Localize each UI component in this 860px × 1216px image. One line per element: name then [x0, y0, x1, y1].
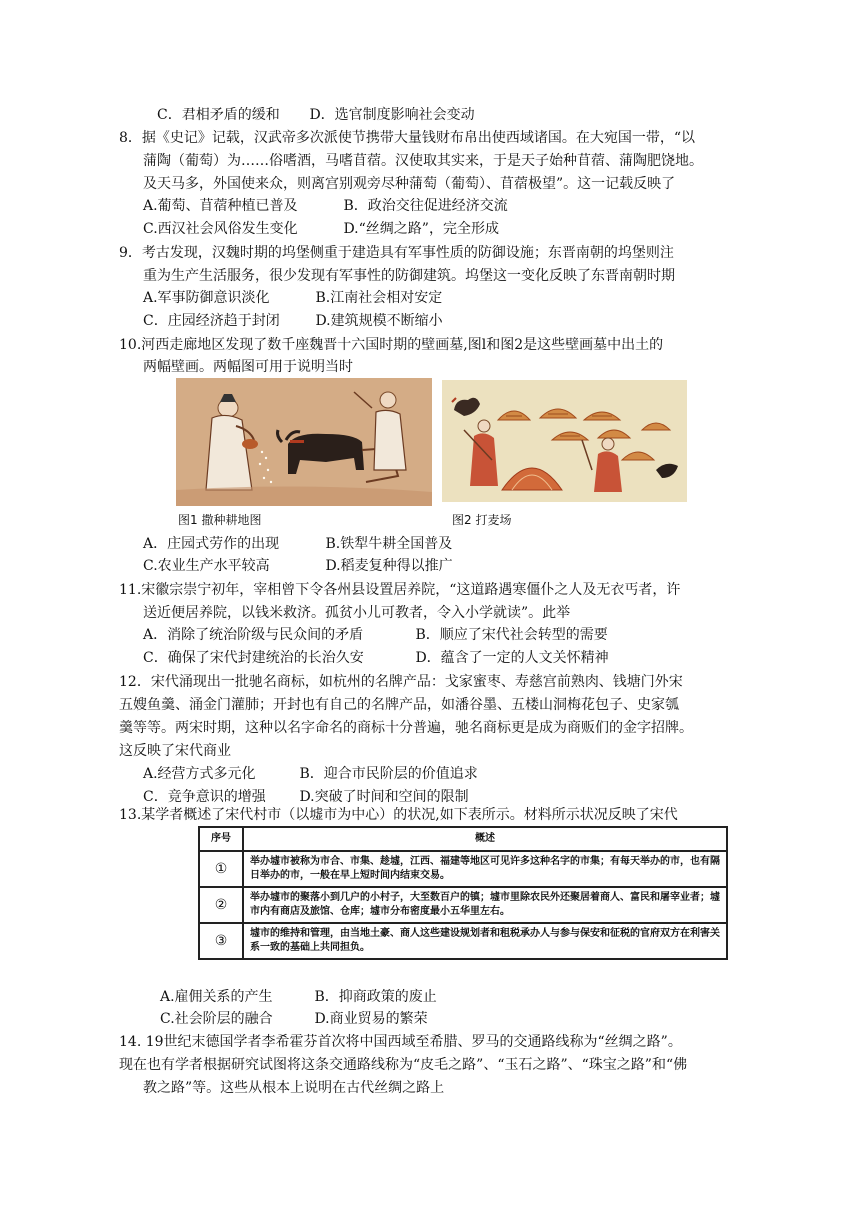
- q12-stem-line: 这反映了宋代商业: [119, 743, 231, 759]
- q7-option-c: C．君相矛盾的缓和: [157, 107, 280, 123]
- q11-option-d: D．蕴含了一定的人文关怀精神: [415, 650, 609, 666]
- q8-stem-line: 及天马多，外国使来众，则离宫别观旁尽种蒲萄（葡萄）、苜蓿极望”。这一记载反映了: [143, 176, 676, 192]
- q9-option-d: D.建筑规模不断缩小: [315, 313, 443, 329]
- q8-option-b: B．政治交往促进经济交流: [343, 198, 508, 214]
- q9-option-b: B.江南社会相对安定: [315, 290, 443, 306]
- q10-options-row: [143, 557, 453, 575]
- q11-options-row: [143, 649, 609, 667]
- q10-stem-line: 两幅壁画。两幅图可用于说明当时: [143, 359, 353, 375]
- table-header-row: [199, 827, 727, 851]
- q12-stem-line: 12．宋代涌现出一批驰名商标，如杭州的名牌产品：戈家蜜枣、寿慈宫前熟肉、钱塘门外宋: [119, 674, 683, 690]
- q12-option-d: D.突破了时间和空间的限制: [299, 789, 469, 805]
- village-market-table: [198, 826, 728, 960]
- q13-option-b: B．抑商政策的废止: [314, 989, 437, 1005]
- q9-options-row: [143, 289, 442, 307]
- q8-option-d: D.“丝绸之路”，完全形成: [343, 221, 499, 237]
- q13-option-a: A.雇佣关系的产生: [160, 989, 273, 1005]
- q10-option-b: B.铁犁牛耕全国普及: [325, 536, 453, 552]
- q11-option-b: B．顺应了宋代社会转型的需要: [415, 627, 608, 643]
- q12-option-c: C．竞争意识的增强: [143, 789, 266, 805]
- figure-1-sowing-plowing-mural: [176, 378, 432, 506]
- q8-option-c: C.西汉社会风俗发生变化: [143, 221, 298, 237]
- q8-stem-line: 蒲陶（葡萄）为……俗嗜酒，马嗜苜蓿。汉使取其实来，于是天子始种苜蓿、蒲陶肥饶地。: [143, 153, 703, 169]
- q11-option-c: C．确保了宋代封建统治的长治久安: [143, 650, 364, 666]
- q10-option-c: C.农业生产水平较高: [143, 558, 270, 574]
- q9-options-row: [143, 312, 443, 330]
- q12-options-row: [143, 788, 469, 806]
- q7-option-d: D．选官制度影响社会变动: [309, 107, 475, 123]
- q7-options: [143, 106, 475, 124]
- q10-stem-line: 10.河西走廊地区发现了数千座魏晋十六国时期的壁画墓,图l和图2是这些壁画墓中出土的: [119, 337, 664, 353]
- q12-stem-line: 五嫂鱼羹、涌金门灌肺；开封也有自己的名牌产品，如潘谷墨、五楼山洞梅花包子、史家瓠: [119, 697, 679, 713]
- table-row: [199, 851, 727, 887]
- table-row: [199, 887, 727, 923]
- q14-stem-line: 14. 19世纪末德国学者李希霍芬首次将中国西域至希腊、罗马的交通路线称为“丝绸之路”。: [119, 1034, 682, 1050]
- table-row: [199, 923, 727, 959]
- q13-option-c: C.社会阶层的融合: [160, 1011, 273, 1027]
- q11-stem-line: 送近便居养院，以钱米救济。孤贫小儿可教者，令入小学就读”。此举: [143, 605, 571, 621]
- q8-options-row: [143, 197, 508, 215]
- q13-stem-line: 13.某学者概述了宋代村市（以墟市为中心）的状况,如下表所示。材料所示状况反映了宋代: [119, 807, 678, 823]
- table-cell-num: ①: [199, 851, 243, 887]
- table-header-num: 序号: [199, 827, 243, 851]
- figure-1-caption: 图1 撒种耕地图: [178, 513, 262, 527]
- q14-stem-line: 现在也有学者根据研究试图将这条交通路线称为“皮毛之路”、“玉石之路”、“珠宝之路”和“佛: [119, 1057, 688, 1073]
- q10-option-d: D.稻麦复种得以推广: [325, 558, 453, 574]
- q9-stem-line: 重为生产生活服务，很少发现有军事性的防御建筑。坞堡这一变化反映了东晋南朝时期: [143, 268, 675, 284]
- q8-options-row: [143, 220, 499, 238]
- q14-stem-line: 教之路”等。这些从根本上说明在古代丝绸之路上: [143, 1080, 445, 1096]
- q9-option-a: A.军事防御意识淡化: [143, 290, 270, 306]
- q9-option-c: C．庄园经济趋于封闭: [143, 313, 280, 329]
- figure-2-threshing-mural: [442, 380, 687, 502]
- q10-options-row: [143, 535, 452, 553]
- table-cell-desc: 举办墟市被称为市合、市集、趁墟，江西、福建等地区可见许多这种名字的市集；有每天举办的市，也有隔日举办的市，一般在早上短时间内结束交易。: [243, 851, 727, 887]
- q8-option-a: A.葡萄、苜蓿种植已普及: [143, 198, 298, 214]
- q12-stem-line: 羹等等。两宋时期，这种以名字命名的商标十分普遍，驰名商标更是成为商贩们的金字招牌。: [119, 720, 693, 736]
- q11-stem-line: 11.宋徽宗崇宁初年，宰相曾下令各州县设置居养院，“这道路遇寒僵仆之人及无衣丐者，许: [119, 582, 681, 598]
- q10-option-a: A．庄园式劳作的出现: [143, 536, 280, 552]
- q13-options-row: [160, 988, 437, 1006]
- q11-option-a: A．消除了统治阶级与民众间的矛盾: [143, 627, 364, 643]
- q9-stem-line: 9．考古发现，汉魏时期的坞堡侧重于建造具有军事性质的防御设施；东晋南朝的坞堡则注: [119, 245, 674, 261]
- q13-option-d: D.商业贸易的繁荣: [314, 1011, 428, 1027]
- table-cell-num: ②: [199, 887, 243, 923]
- q12-option-a: A.经营方式多元化: [143, 766, 256, 782]
- q12-options-row: [143, 765, 478, 783]
- figure-2-caption: 图2 打麦场: [452, 513, 512, 527]
- q11-options-row: [143, 626, 608, 644]
- table-cell-desc: 举办墟市的聚落小到几户的小村子，大至数百户的镇；墟市里除农民外还聚居着商人、富民和屠宰业者；墟市内有商店及旅馆、仓库；墟市分布密度最小五华里左右。: [243, 887, 727, 923]
- q8-stem-line: 8．据《史记》记载，汉武帝多次派使节携带大量钱财布帛出使西域诸国。在大宛国一带，“以: [119, 130, 696, 146]
- table-header-desc: 概述: [243, 827, 727, 851]
- q12-option-b: B．迎合市民阶层的价值追求: [299, 766, 478, 782]
- q13-options-row: [160, 1010, 428, 1028]
- table-cell-num: ③: [199, 923, 243, 959]
- table-cell-desc: 墟市的维持和管理，由当地土豪、商人这些建设规划者和租税承办人与参与保安和征税的官府双方在利害关系一致的基础上共同担负。: [243, 923, 727, 959]
